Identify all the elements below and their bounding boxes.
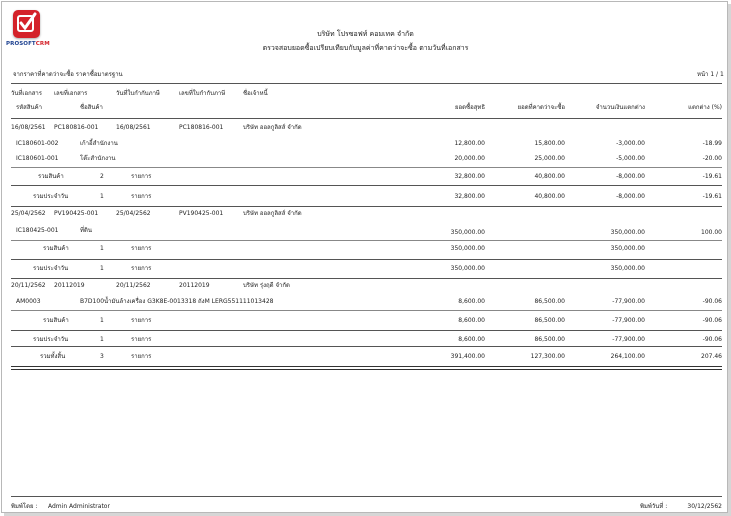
col-item-name: ชื่อสินค้า (80, 104, 103, 111)
doc-date: 25/04/2562 (11, 210, 46, 217)
item-name: ที่ดิน (80, 227, 92, 234)
logo-text-red: CRM (35, 41, 50, 47)
doc-date: 20/11/2562 (11, 282, 46, 289)
day-total-expected: 86,500.00 (534, 336, 565, 343)
print-date-label: พิมพ์วันที่ : (640, 503, 668, 510)
item-net: 8,600.00 (458, 298, 485, 305)
subtotal-diff: 350,000.00 (610, 245, 645, 252)
item-net: 20,000.00 (454, 155, 485, 162)
day-total-pct: -19.61 (702, 193, 722, 200)
day-total-pct: -90.06 (702, 336, 722, 343)
item-pct: -20.00 (702, 155, 722, 162)
day-total-unit: รายการ (131, 336, 152, 343)
company-name: บริษัท โปรซอฟท์ คอมเทค จำกัด (317, 30, 414, 38)
subtotal-label: รวมสินค้า (38, 173, 64, 180)
grand-total-expected: 127,300.00 (530, 353, 565, 360)
item-name: B7D100น้ำมันล้างเครื่อง G3K8E-0013318 ถังM LERG551111013428 (80, 298, 274, 305)
day-total-rule (11, 259, 722, 260)
subtotal-rule (11, 240, 722, 241)
item-name: โต๊ะสำนักงาน (80, 155, 116, 162)
col-tax-date: วันที่ใบกำกับภาษี (116, 90, 160, 97)
item-pct: 100.00 (701, 229, 722, 236)
day-total-label: รวมประจำวัน (33, 265, 69, 272)
item-diff: -77,900.00 (612, 298, 645, 305)
item-expected: 15,800.00 (534, 140, 565, 147)
day-total-count: 1 (100, 265, 104, 272)
col-diff-amount: จำนวนเงินแตกต่าง (595, 104, 645, 111)
tax-no: 20112019 (179, 282, 210, 289)
printed-by-label: พิมพ์โดย : (11, 503, 38, 510)
day-total-rule (11, 330, 722, 331)
doc-no: 20112019 (54, 282, 85, 289)
day-total-expected: 40,800.00 (534, 193, 565, 200)
item-expected: 25,000.00 (534, 155, 565, 162)
creditor-name: บริษัท ออลกูลิสส์ จำกัด (243, 124, 302, 131)
doc-no: PC180816-001 (54, 124, 99, 131)
creditor-name: บริษัท รุ่งฤดี จำกัด (243, 282, 290, 289)
day-total-net: 8,600.00 (458, 336, 485, 343)
day-total-count: 1 (100, 336, 104, 343)
printed-by: Admin Administrator (48, 503, 110, 510)
creditor-name: บริษัท ออลกูลิสส์ จำกัด (243, 210, 302, 217)
item-code: IC180601-001 (16, 155, 59, 162)
subtotal-expected: 40,800.00 (534, 173, 565, 180)
day-total-net: 350,000.00 (450, 265, 485, 272)
subtotal-rule (11, 167, 722, 168)
col-doc-no: เลขที่เอกสาร (54, 90, 88, 97)
item-code: IC180601-002 (16, 140, 59, 147)
grand-total-label: รวมทั้งสิ้น (40, 353, 66, 360)
grand-total-pct: 207.46 (701, 353, 722, 360)
tax-no: PV190425-001 (179, 210, 224, 217)
item-name: เก้าอี้สำนักงาน (80, 140, 118, 147)
item-net: 12,800.00 (454, 140, 485, 147)
col-item-code: รหัสสินค้า (16, 104, 42, 111)
grand-total-count: 3 (100, 353, 104, 360)
tax-date: 16/08/2561 (116, 124, 151, 131)
item-pct: -18.99 (702, 140, 722, 147)
item-expected: 86,500.00 (534, 298, 565, 305)
subtotal-count: 1 (100, 317, 104, 324)
item-diff: -3,000.00 (616, 140, 645, 147)
day-total-diff: 350,000.00 (610, 265, 645, 272)
footer-rule (11, 496, 722, 497)
print-date: 30/12/2562 (687, 503, 722, 510)
grand-total-diff: 264,100.00 (610, 353, 645, 360)
day-total-unit: รายการ (131, 193, 152, 200)
day-total-label: รวมประจำวัน (33, 336, 69, 343)
subtotal-rule (11, 310, 722, 311)
report-subtitle: จากราคาที่คาดว่าจะซื้อ ราคาซื้อมาตรฐาน (13, 71, 123, 78)
item-code: AM0003 (16, 298, 41, 305)
day-total-unit: รายการ (131, 265, 152, 272)
subtotal-diff: -77,900.00 (612, 317, 645, 324)
group-divider (11, 346, 722, 347)
col-creditor: ชื่อเจ้าหนี้ (243, 90, 268, 97)
report-title: ตรวจสอบยอดซื้อเปรียบเทียบกับมูลค่าที่คาดว่าจะซื้อ ตามวันที่เอกสาร (262, 44, 469, 52)
col-doc-date: วันที่เอกสาร (11, 90, 42, 97)
header-bottom-rule (11, 118, 722, 119)
col-expected: ยอดที่คาดว่าจะซื้อ (517, 104, 565, 111)
subtotal-net: 8,600.00 (458, 317, 485, 324)
day-total-diff: -77,900.00 (612, 336, 645, 343)
col-net-purchase: ยอดซื้อสุทธิ (455, 104, 485, 111)
day-total-count: 1 (100, 193, 104, 200)
grand-total-unit: รายการ (131, 353, 152, 360)
logo-text-blue: PROSOFT (6, 41, 36, 47)
group-divider (11, 206, 722, 207)
page-number: หน้า 1 / 1 (697, 71, 724, 78)
item-pct: -90.06 (702, 298, 722, 305)
subtotal-diff: -8,000.00 (616, 173, 645, 180)
doc-no: PV190425-001 (54, 210, 99, 217)
item-code: IC180425-001 (16, 227, 59, 234)
grand-total-net: 391,400.00 (450, 353, 485, 360)
subtotal-label: รวมสินค้า (43, 317, 69, 324)
tax-no: PC180816-001 (179, 124, 224, 131)
subtotal-pct: -90.06 (702, 317, 722, 324)
doc-date: 16/08/2561 (11, 124, 46, 131)
subtotal-count: 2 (100, 173, 104, 180)
subtotal-expected: 86,500.00 (534, 317, 565, 324)
day-total-rule (11, 185, 722, 186)
day-total-diff: -8,000.00 (616, 193, 645, 200)
group-divider (11, 278, 722, 279)
tax-date: 25/04/2562 (116, 210, 151, 217)
subtotal-count: 1 (100, 245, 104, 252)
subtotal-label: รวมสินค้า (43, 245, 69, 252)
item-diff: 350,000.00 (610, 229, 645, 236)
subtotal-pct: -19.61 (702, 173, 722, 180)
col-diff-pct: แตกต่าง (%) (688, 104, 722, 111)
tax-date: 20/11/2562 (116, 282, 151, 289)
item-diff: -5,000.00 (616, 155, 645, 162)
subtotal-net: 32,800.00 (454, 173, 485, 180)
day-total-net: 32,800.00 (454, 193, 485, 200)
subtotal-net: 350,000.00 (450, 245, 485, 252)
day-total-label: รวมประจำวัน (33, 193, 69, 200)
header-top-rule (11, 83, 722, 84)
subtotal-unit: รายการ (131, 173, 152, 180)
item-net: 350,000.00 (450, 229, 485, 236)
subtotal-unit: รายการ (131, 317, 152, 324)
subtotal-unit: รายการ (131, 245, 152, 252)
grand-total-double-rule (11, 366, 722, 370)
col-tax-no: เลขที่ใบกำกับภาษี (179, 90, 226, 97)
